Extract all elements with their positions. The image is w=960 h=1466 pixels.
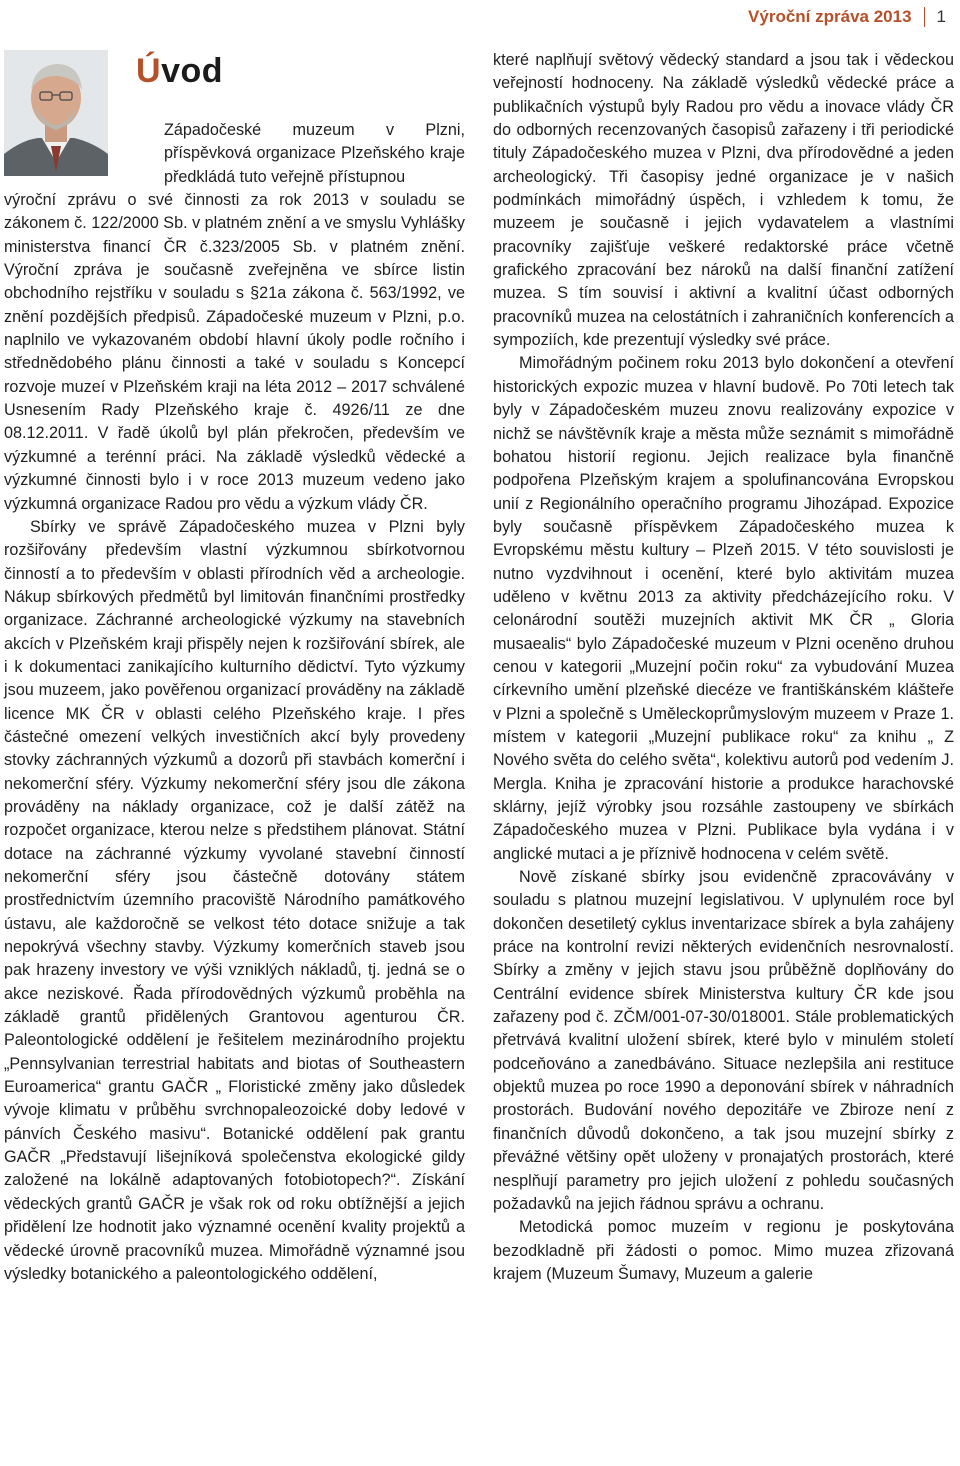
inventory-paragraph: Nově získané sbírky jsou evidenčně zpracovávány v souladu s platnou muzejní legislativou. V uplynulém roce byl dokončen desetiletý cyklus inventarizace sbírek a byla zahájeny práce na kontrolní revizi některých evidenčních nesrovnalostí. Sbírky a změny v jejich stavu jsou průběžně doplňovány do Centrální evidence sbírek Ministerstva kultury ČR kde jsou zařazeny pod č. ZČM/001-07-30/018001. Stále problematických přetrvává kvalitní uložení sbírek, které bylo v minulém století podceňováno a zanedbáváno. Situace nezlepšila ani restituce objektů muzea po roce 1990 a deponování sbírek v náhradních prostorách. Budování nového depozitáře ve Zbiroze není z finančních důvodů dokončeno, a tak jsou muzejní sbírky z převážné většiny opět uloženy v pronajatých prostorách, které nesplňují parametry pro jejich uložení z pohledu současných požadavků na jejich řádnou správu a ochranu. [493,868,954,1213]
left-column [4,119,465,1286]
title-rest: vod [161,52,224,90]
report-title: Výroční zpráva 2013 [748,7,912,26]
running-header [748,4,946,30]
intro-paragraph-rest: výroční zprávu o své činnosti za rok 2013 v souladu se zákonem č. 122/2000 Sb. v platném znění a ve smyslu Vyhlášky ministerstva financí ČR č.323/2005 Sb. v platném znění. Výroční zpráva je současně zveřejněna ve sbírce listin obchodního rejstříku v souladu s §21a zákona č. 563/1992, ve znění pozdějších předpisů. Západočeské muzeum v Plzni, p.o. naplnilo ve vykazovaném období hlavní úkoly podle ročního i střednědobého plánu činnosti a také v souladu s Koncepcí rozvoje muzeí v Plzeňském kraji na léta 2012 – 2017 schválené Usnesením Rady Plzeňského kraje č. 4926/11 ze dne 08.12.2011. V řadě úkolů byl plán překročen, především ve výzkumné a terénní práci. Na základě výsledků vědecké a výzkumné činnosti bylo i v roce 2013 muzeum vedeno jako výzkumná organizace Radou pro vědu a výzkum vlády ČR. [4,191,465,513]
header-divider [924,7,925,27]
expositions-paragraph: Mimořádným počinem roku 2013 bylo dokončení a otevření historických expozic muzea v hlavní budově. Po 70ti letech tak byly v Západočeském muzeu znovu realizovány expozice v nichž se návštěvník kraje a města může seznámit s mimořádně bohatou historií regionu. Jejich realizace byla finančně podpořena Plzeňským krajem a spolufinancována Evropskou unií z Regionálního operačního programu Jihozápad. Expozice byly současně příspěvkem Západočeského muzea k Evropskému městu kultury – Plzeň 2015. V této souvislosti je nutno vyzdvihnout i ocenění, které bylo aktivitám muzea uděleno v květnu 2013 za aktivity předcházejícího roku. V celonárodní soutěži muzejních aktivit MK ČR „ Gloria musaealis“ bylo Západočeské muzeum v Plzni oceněno druhou cenou v kategorii „Muzejní počin roku“ za vybudování Muzea církevního umění plzeňské diecéze ve františkánském klášteře v Plzni a společně s Uměleckoprůmyslovým muzeem v Praze 1. místem v kategorii „Muzejní publikace roku“ za knihu „ Z Nového světa do celého světa“, kolektivu autorů pod vedením J. Mergla. Kniha je zpracování historie a produkce harachovské sklárny, jejíž výrobky jsou rozsáhle zastoupeny ve sbírkách Západočeského muzea v Plzni. Publikace byla vydána i v anglické mutaci a je příznivě hodnocena v celém světě. [493,354,954,863]
page-number: 1 [936,7,946,26]
intro-paragraph-start: Západočeské muzeum v Plzni, příspěvková organizace Plzeňského kraje předkládá tuto veřejně přístupnou [164,121,465,186]
title-initial: Ú [136,52,162,90]
right-column [493,49,954,1286]
section-title [136,52,223,91]
methodical-help-paragraph: Metodická pomoc muzeím v regionu je poskytována bezodkladně při žádosti o pomoc. Mimo muzea zřizovaná krajem (Muzeum Šumavy, Muzeum a galerie [493,1218,954,1283]
collections-paragraph: Sbírky ve správě Západočeského muzea v Plzni byly rozšiřovány především vlastní výzkumnou sbírkotvornou činností a to především v oblasti přírodních věd a archeologie. Nákup sbírkových předmětů byl limitován finančními prostředky organizace. Záchranné archeologické výzkumy na stavebních akcích v Plzeňském kraji přispěly nejen k rozšiřování sbírek, ale i k dokumentaci zanikajícího kulturního dědictví. Tyto výzkumy jsou muzeem, jako pověřenou organizací prováděny na základě licence MK ČR v oblasti celého Plzeňského kraje. I přes částečné omezení velkých investičních akcí byly provedeny stovky záchranných výzkumů a dozorů při stavbách komerční i nekomerční sféry. Výzkumy nekomerční sféry jsou dle zákona prováděny na náklady organizace, což je další zátěž na rozpočet organizace, kterou nelze s předstihem plánovat. Státní dotace na záchranné výzkumy vyvolané stavební činností nekomerční sféry jsou částečně dotovány státem prostřednictvím územního pracoviště Národního památkového ústavu, ale každoročně se velkost této dotace snižuje a tak nepokrývá všechny stavby. Výzkumy komerčních staveb jsou pak hrazeny investory ve výši vzniklých nákladů, tj. jedná se o akce neziskové. Řada přírodovědných výzkumů proběhla na základě grantů přidělených Grantovou agenturou ČR. Paleontologické oddělení je řešitelem mezinárodního projektu „Pennsylvanian terrestrial habitats and biotas of Southeastern Euroamerica“ grantu GAČR „ Floristické změny jako důsledek vývoje klimatu v průběhu svrchnopaleozoické doby ledové v pánvích Českého masivu“. Botanické oddělení pak grantu GAČR „Představují lišejníková společenstva ekologické gildy založené na lokálně adaptovaných fotobiotopech?“. Získání vědeckých grantů GAČR je však rok od roku obtížnější a jejich přidělení lze hodnotit jako významné ocenění kvality projektů a vědecké úrovně pracovníků muzea. Mimořádně významné jsou výsledky botanického a paleontologického oddělení, [4,517,465,1283]
journals-paragraph: které naplňují světový vědecký standard a jsou tak i vědeckou veřejností hodnoceny. Na základě výsledků vědecké práce a publikačních výstupů byly Radou pro vědu a inovace vlády ČR do odborných recenzovaných časopisů zařazeny i tři periodické tituly Západočeského muzea v Plzni, dva přírodovědné a jeden archeologický. Tři časopisy jedné organizace je v našich podmínkách mimořádný úspěch, i vzhledem k tomu, že muzeem je současně i jejich vydavatelem a vlastními pracovníky zajišťuje veškeré redaktorské práce včetně grafického zpracování bez nároků na další finanční zatížení muzea. S tím souvisí i aktivní a kvalitní účast odborných pracovníků muzea na celostátních i zahraničních konferencích a sympoziích, kde prezentují výsledky své práce. [493,51,954,350]
